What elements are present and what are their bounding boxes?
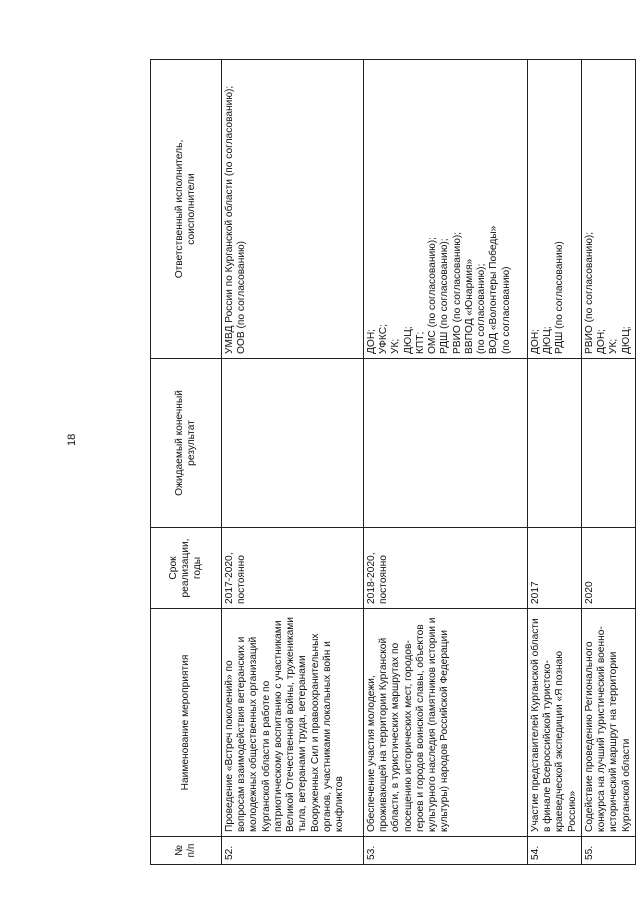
- row-result: [222, 359, 364, 528]
- row-executor: ДОН; УФКС; УК; ДЮЦ; КПТ; ОМС (по согласованию); РДШ (по согласованию); РВИО (по согласованию); ВВПОД «Юнармия» (по согласованию); ВОД «Волонтеры Победы» (по согласованию): [364, 60, 528, 359]
- table-row: [222, 60, 364, 865]
- row-executor: РВИО (по согласованию); ДОН; УК; ДЮЦ;: [581, 60, 635, 359]
- row-term: 2018-2020, постоянно: [364, 528, 528, 609]
- row-result: [528, 359, 582, 528]
- row-num: 55.: [581, 837, 635, 865]
- row-term: 2020: [581, 528, 635, 609]
- header-term: Срок реализации, годы: [151, 528, 222, 609]
- row-num: 52.: [222, 837, 364, 865]
- row-term: 2017-2020, постоянно: [222, 528, 364, 609]
- header-result: Ожидаемый конечный результат: [151, 359, 222, 528]
- row-executor: ДОН; ДЮЦ; РДШ (по согласованию): [528, 60, 582, 359]
- row-name: Обеспечение участия молодежи, проживающей на территории Курганской области, в туристических маршрутах по посещению исторических мест, городов-героев и городов воинской славы, объектов культурного наследия (памятников истории и культуры) народов Российской Федерации: [364, 609, 528, 837]
- page-number: 18: [66, 433, 78, 446]
- table-header-row: [151, 60, 222, 865]
- row-term: 2017: [528, 528, 582, 609]
- header-executor: Ответственный исполнитель, соисполнители: [151, 60, 222, 359]
- row-name: Проведение «Встреч поколений» по вопросам взаимодействия ветеранских и молодежных общественных организаций Курганской области в работе по патриотическому воспитанию с участниками Великой Отечественной войны, тружениками тыла, ветеранами труда, ветеранами Вооруженных Сил и правоохранительных органов, участниками локальных войн и конфликтов: [222, 609, 364, 837]
- table-row: [528, 60, 582, 865]
- header-name: Наименование мероприятия: [151, 609, 222, 837]
- row-executor: УМВД России по Курганской области (по согласованию); ООВ (по согласованию): [222, 60, 364, 359]
- header-num: № п/п: [151, 837, 222, 865]
- row-result: [364, 359, 528, 528]
- table-row: [581, 60, 635, 865]
- table-row: [364, 60, 528, 865]
- rotated-table-container: [150, 60, 632, 865]
- row-num: 53.: [364, 837, 528, 865]
- row-name: Содействие проведению Регионального конкурса на лучший туристический военно-исторический маршрут на территории Курганской области: [581, 609, 635, 837]
- row-result: [581, 359, 635, 528]
- row-num: 54.: [528, 837, 582, 865]
- events-table: [150, 59, 636, 865]
- row-name: Участие представителей Курганской области в финале Всероссийской туристско-краеведческой экспедиции «Я познаю Россию»: [528, 609, 582, 837]
